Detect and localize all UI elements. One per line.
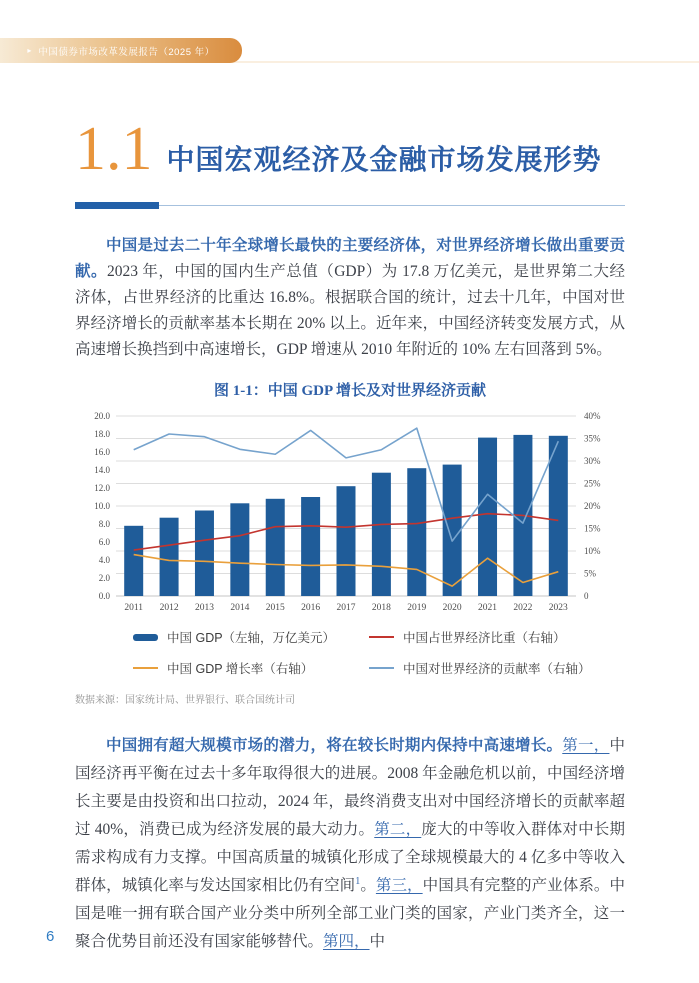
bar-2016 bbox=[301, 497, 320, 596]
legend-label: 中国占世界经济比重（右轴） bbox=[403, 631, 566, 645]
left-axis-tick-label: 6.0 bbox=[98, 537, 110, 547]
x-axis-tick-label: 2012 bbox=[159, 603, 179, 613]
left-axis-tick-label: 4.0 bbox=[98, 555, 110, 565]
paragraph-1 bbox=[75, 233, 625, 363]
header-badge bbox=[0, 38, 242, 63]
chart-legend bbox=[133, 628, 613, 677]
x-axis-tick-label: 2018 bbox=[371, 603, 391, 613]
bar-2011 bbox=[124, 526, 143, 596]
legend-item bbox=[369, 628, 613, 646]
text-segment-marker: 第一， bbox=[562, 737, 610, 754]
right-axis-tick-label: 10% bbox=[584, 546, 601, 556]
legend-item bbox=[369, 659, 613, 677]
right-axis-tick-label: 0 bbox=[584, 591, 589, 601]
bar-2020 bbox=[443, 465, 462, 596]
x-axis-tick-label: 2013 bbox=[194, 603, 214, 613]
right-axis-tick-label: 30% bbox=[584, 456, 601, 466]
legend-line-swatch-icon bbox=[133, 667, 158, 669]
bar-2018 bbox=[372, 473, 391, 596]
text-segment-em: 中国拥有超大规模市场的潜力，将在较长时期内保持中高速增长。 bbox=[106, 737, 563, 754]
figure-title: 图 1-1：中国 GDP 增长及对世界经济贡献 bbox=[213, 383, 487, 399]
right-axis-tick-label: 40% bbox=[584, 411, 601, 421]
right-axis-tick-label: 15% bbox=[584, 523, 601, 534]
x-axis-tick-label: 2016 bbox=[301, 603, 321, 613]
bars-group bbox=[124, 435, 568, 596]
page-content bbox=[75, 115, 625, 956]
right-axis-tick-label: 20% bbox=[584, 501, 601, 511]
page-number: 6 bbox=[46, 928, 55, 945]
x-axis-tick-label: 2019 bbox=[407, 603, 427, 613]
text-segment-normal: 中国经济再平衡在过去十多年取得很大的进展。2008 年金融危机以前，中国经济增长主要是由投资和出口拉动，2024 年，最终消费支出对中国经济增长的贡献率超过 40%，消费已成为经济发展的最大动力。 bbox=[75, 737, 625, 838]
right-axis-tick-label: 35% bbox=[584, 433, 601, 444]
legend-bar-swatch-icon bbox=[133, 634, 158, 641]
legend-line-swatch-icon bbox=[369, 636, 394, 638]
legend-label: 中国对世界经济的贡献率（右轴） bbox=[403, 662, 591, 676]
legend-item bbox=[133, 659, 369, 677]
left-axis-tick-label: 16.0 bbox=[94, 447, 110, 457]
header-badge-label: 中国债券市场改革发展报告（2025 年） bbox=[38, 46, 215, 58]
arrow-bullet-icon: ▸ bbox=[27, 45, 32, 55]
text-segment-normal: 中国具有完整的产业体系。中国是唯一拥有联合国产业分类中所列全部工业门类的国家，产业门类齐全，这一聚合优势目前还没有国家能够替代。 bbox=[75, 877, 625, 950]
x-axis-tick-label: 2017 bbox=[336, 603, 356, 613]
heading-rule-accent bbox=[75, 202, 159, 209]
left-axis-tick-label: 2.0 bbox=[98, 573, 110, 583]
text-segment-normal: 2023 年，中国的国内生产总值（GDP）为 17.8 万亿美元，是世界第二大经济体，占世界经济的比重达 16.8%。根据联合国的统计，过去十几年，中国对世界经济增长的贡献率基本长期在 20% 以上。近年来，中国经济转变发展方式，从高速增长换挡到中高速增长，GDP 增速从 2010 年附近的 10% 左右回落到 5%。 bbox=[75, 263, 625, 358]
text-segment-normal: 中 bbox=[369, 933, 386, 950]
text-segment-marker: 第四， bbox=[323, 933, 370, 950]
text-segment-em: 中国是过去二十年全球增长最快的主要经济体，对世界经济增长做出重要贡献。 bbox=[75, 237, 625, 280]
text-segment-normal: 庞大的中等收入群体对中长期需求构成有力支撑。中国高质量的城镇化形成了全球规模最大的 4 亿多中等收入群体，城镇化率与发达国家相比仍有空间 bbox=[75, 821, 625, 894]
section-title: 中国宏观经济及金融市场发展形势 bbox=[166, 145, 602, 176]
bar-2015 bbox=[266, 499, 285, 596]
x-axis-tick-label: 2015 bbox=[265, 603, 285, 613]
x-axis-tick-label: 2020 bbox=[442, 603, 462, 613]
x-axis-tick-label: 2023 bbox=[548, 603, 568, 613]
left-axis-tick-label: 12.0 bbox=[94, 483, 110, 493]
left-axis-tick-label: 14.0 bbox=[94, 465, 110, 475]
bar-2021 bbox=[478, 438, 497, 596]
left-axis-tick-label: 10.0 bbox=[94, 501, 110, 511]
x-axis-tick-label: 2021 bbox=[478, 603, 498, 613]
legend-line-swatch-icon bbox=[369, 667, 394, 669]
legend-label: 中国 GDP（左轴，万亿美元） bbox=[167, 631, 336, 645]
left-axis-tick-label: 8.0 bbox=[98, 519, 110, 529]
right-axis-tick-label: 25% bbox=[584, 478, 601, 489]
x-axis-tick-label: 2011 bbox=[124, 603, 144, 613]
bar-2019 bbox=[407, 468, 426, 596]
bar-2017 bbox=[337, 486, 356, 596]
paragraph-2 bbox=[75, 732, 625, 956]
heading-rule bbox=[75, 202, 625, 209]
bar-2014 bbox=[230, 503, 249, 596]
data-source-note: 数据来源：国家统计局、世界银行、联合国统计司 bbox=[75, 695, 295, 706]
x-axis-tick-label: 2022 bbox=[513, 603, 533, 613]
text-segment-marker: 第二， bbox=[374, 821, 422, 838]
left-axis-tick-label: 20.0 bbox=[94, 411, 110, 421]
x-axis-tick-label: 2014 bbox=[230, 603, 250, 613]
figure-1-1 bbox=[75, 379, 625, 706]
right-axis-tick-label: 5% bbox=[584, 568, 596, 579]
bar-2012 bbox=[160, 518, 179, 596]
text-segment-normal: 。 bbox=[360, 877, 376, 894]
text-segment-sup: 1 bbox=[355, 875, 361, 887]
bar-2013 bbox=[195, 511, 214, 597]
left-axis-tick-label: 18.0 bbox=[94, 429, 110, 439]
heading-rule-line bbox=[159, 205, 625, 206]
section-number: 1.1 bbox=[75, 115, 153, 183]
left-axis-tick-label: 0.0 bbox=[98, 591, 110, 601]
legend-item bbox=[133, 628, 369, 646]
text-segment-marker: 第三， bbox=[375, 877, 423, 894]
section-heading bbox=[75, 115, 625, 192]
legend-label: 中国 GDP 增长率（右轴） bbox=[167, 662, 314, 676]
gdp-chart bbox=[78, 408, 622, 622]
